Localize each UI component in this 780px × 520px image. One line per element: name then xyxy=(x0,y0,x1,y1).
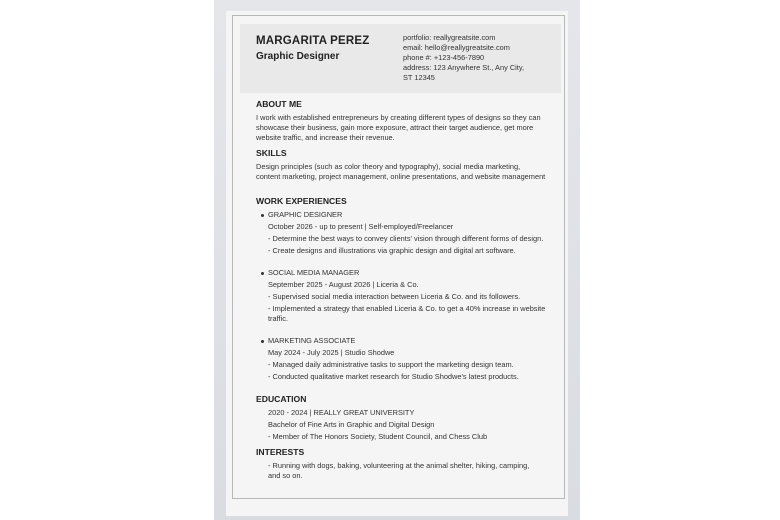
work-item-period: October 2026 - up to present | Self-employed/Freelancer xyxy=(268,222,454,231)
contact-block xyxy=(403,33,553,83)
resume-name: MARGARITA PEREZ xyxy=(256,35,370,47)
work-item xyxy=(256,210,556,256)
skills-heading: SKILLS xyxy=(256,148,287,158)
work-item-title: MARKETING ASSOCIATE xyxy=(268,336,356,345)
bullet-icon xyxy=(261,272,264,275)
about-section xyxy=(256,99,556,143)
work-item-point: - Determine the best ways to convey clients' vision through different forms of design. xyxy=(268,234,544,243)
contact-portfolio: portfolio: reallygreatsite.com xyxy=(403,33,496,42)
contact-address-zip: ST 12345 xyxy=(403,73,435,82)
education-period: 2020 - 2024 | REALLY GREAT UNIVERSITY xyxy=(268,408,415,417)
bullet-icon xyxy=(261,340,264,343)
work-item-point: - Supervised social media interaction between Liceria & Co. and its followers. xyxy=(268,292,521,301)
work-item-title: SOCIAL MEDIA MANAGER xyxy=(268,268,360,277)
interests-heading: INTERESTS xyxy=(256,447,305,457)
bullet-icon xyxy=(261,214,264,217)
work-item xyxy=(256,336,556,382)
skills-text: Design principles (such as color theory and typography), social media marketing, content marketing, project management, online presentations, and website management xyxy=(256,162,546,181)
interests-section xyxy=(256,447,556,481)
education-note: - Member of The Honors Society, Student Council, and Chess Club xyxy=(268,432,488,441)
work-item-point: - Create designs and illustrations via graphic design and digital art software. xyxy=(268,246,516,255)
work-item-period: September 2025 - August 2026 | Liceria & Co. xyxy=(268,280,419,289)
work-item-period: May 2024 - July 2025 | Studio Shodwe xyxy=(268,348,395,357)
contact-email: email: hello@reallygreatsite.com xyxy=(403,43,510,52)
work-item-point: - Conducted qualitative market research for Studio Shodwe's latest products. xyxy=(268,372,519,381)
work-item-point: - Implemented a strategy that enabled Liceria & Co. to get a 40% increase in website traffic. xyxy=(268,304,546,323)
work-item xyxy=(256,268,556,324)
education-heading: EDUCATION xyxy=(256,394,307,404)
work-item-point: - Managed daily administrative tasks to support the marketing design team. xyxy=(268,360,514,369)
work-heading: WORK EXPERIENCES xyxy=(256,196,347,206)
about-heading: ABOUT ME xyxy=(256,99,302,109)
work-section xyxy=(256,196,556,394)
contact-address: address: 123 Anywhere St., Any City, xyxy=(403,63,525,72)
education-degree: Bachelor of Fine Arts in Graphic and Digital Design xyxy=(268,420,435,429)
work-item-title: GRAPHIC DESIGNER xyxy=(268,210,343,219)
contact-phone: phone #: +123-456-7890 xyxy=(403,53,485,62)
about-text: I work with established entrepreneurs by creating different types of designs so they can showcase their business, gain more exposure, attract their target audience, get more website traffic, and increase their revenue. xyxy=(256,113,541,142)
skills-section xyxy=(256,148,556,182)
interests-text: - Running with dogs, baking, volunteering at the animal shelter, hiking, camping, and so on. xyxy=(268,461,530,480)
resume-job-title: Graphic Designer xyxy=(256,51,340,62)
education-section xyxy=(256,394,556,444)
